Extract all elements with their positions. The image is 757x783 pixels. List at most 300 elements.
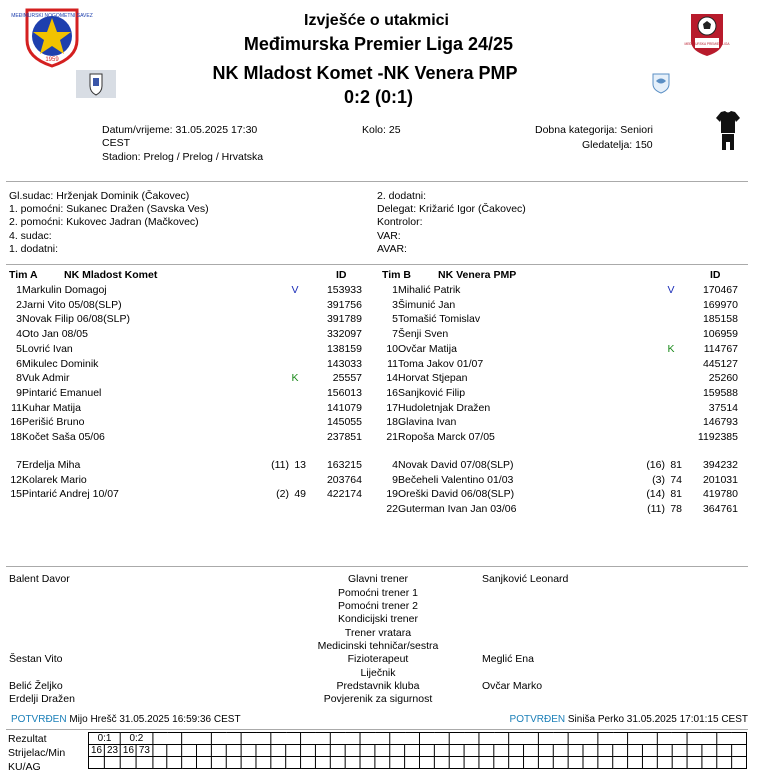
player-row: [378, 358, 748, 371]
player-number: 18: [386, 416, 398, 429]
substituted-player: (16): [646, 459, 665, 471]
player-id: 445127: [702, 357, 738, 370]
scorer-cell: [717, 745, 732, 757]
scorer-cell: [420, 745, 435, 757]
ku-cell: [212, 757, 227, 769]
ku-cell: [182, 757, 197, 769]
ku-cell: [524, 757, 539, 769]
ku-cell: [167, 757, 182, 769]
team-a-id-header: ID: [336, 269, 347, 281]
result-cell: [182, 733, 212, 745]
scorer-cell: [687, 745, 702, 757]
player-name: Mikulec Dominik: [22, 357, 99, 370]
scorer-cell: [509, 745, 524, 757]
match-timezone: CEST: [102, 137, 131, 149]
result-cell: 0:2: [120, 733, 152, 745]
ku-cell: [613, 757, 628, 769]
logo-text: MEĐIMURSKI NOGOMETNI SAVEZ: [11, 13, 93, 19]
away-team-name: NK Venera PMP: [383, 63, 518, 83]
ku-cell: [642, 757, 657, 769]
result-cell: [509, 733, 539, 745]
player-name: Mihalić Patrik: [398, 284, 461, 296]
player-number: 14: [386, 372, 398, 385]
player-number: 7: [392, 328, 398, 341]
player-name: Hudoletnjak Dražen: [398, 401, 491, 414]
team-a-label: Tim A: [9, 269, 38, 281]
divider: [6, 566, 748, 567]
player-number: 11: [387, 357, 398, 370]
result-cell: [331, 733, 361, 745]
player-number: 7: [16, 459, 22, 471]
scorer-cell: [494, 745, 509, 757]
result-cell: [390, 733, 420, 745]
official-entry: Delegat: Križarić Igor (Čakovec): [377, 203, 526, 216]
player-row: [2, 358, 372, 371]
ku-cell: [390, 757, 405, 769]
player-number: 21: [386, 431, 398, 443]
player-id: 163215: [326, 459, 362, 471]
ku-cell: [583, 757, 598, 769]
scorer-cell: [271, 745, 286, 757]
player-name: Tomašić Tomislav: [398, 313, 481, 326]
scorer-cell: [553, 745, 568, 757]
ku-cell: [104, 757, 120, 769]
ku-cell: [732, 757, 747, 769]
team-b-label: Tim B: [382, 269, 411, 281]
player-name: Guterman Ivan Jan 03/06: [398, 503, 517, 516]
age-category: Dobna kategorija: Seniori: [535, 124, 653, 136]
ku-ag-label: KU/AG: [8, 761, 41, 773]
scorer-cell: [197, 745, 212, 757]
player-name: Ropoša Marck 07/05: [398, 431, 495, 443]
player-number: 3: [392, 298, 398, 311]
staff-role: Glavni trener: [347, 573, 409, 585]
ku-cell: [360, 757, 375, 769]
player-number: 19: [386, 488, 398, 501]
player-number: 9: [16, 386, 22, 399]
player-row: [378, 313, 748, 326]
player-number: 9: [392, 473, 398, 486]
player-name: Jarni Vito 05/08(SLP): [22, 298, 122, 311]
ku-cell: [494, 757, 509, 769]
substituted-player: (14): [646, 488, 665, 501]
player-name: Novak David 07/08(SLP): [398, 459, 514, 471]
scorer-cell: [628, 745, 643, 757]
ku-cell: [509, 757, 524, 769]
player-id: 143033: [326, 357, 362, 370]
result-cell: [657, 733, 687, 745]
divider: [6, 729, 748, 730]
player-id: 1192385: [697, 431, 738, 443]
scorer-cell: [405, 745, 420, 757]
result-grid: [88, 732, 747, 769]
result-grid-row: [88, 757, 746, 769]
result-cell: [301, 733, 331, 745]
player-name: Oto Jan 08/05: [22, 328, 88, 341]
result-cell: [212, 733, 242, 745]
result-cell: [360, 733, 390, 745]
player-id: 237851: [326, 431, 362, 443]
ku-cell: [152, 757, 167, 769]
ku-cell: [242, 757, 257, 769]
player-number: 4: [392, 459, 398, 471]
scorer-cell: [464, 745, 479, 757]
scorer-cell: 73: [136, 745, 152, 757]
substituted-player: (11): [271, 459, 289, 471]
result-label: Rezultat: [8, 733, 47, 745]
player-number: 18: [10, 431, 22, 443]
scorer-cell: [167, 745, 182, 757]
substitution-minute: 49: [294, 488, 306, 501]
player-name: Kočet Saša 05/06: [22, 431, 105, 443]
player-id: 170467: [702, 284, 738, 296]
home-confirmed-label: POTVRĐEN: [11, 714, 67, 725]
player-number: 11: [11, 401, 22, 414]
ku-cell: [702, 757, 717, 769]
staff-role: Predstavnik kluba: [336, 680, 420, 692]
substitute-row: [2, 474, 372, 487]
away-physio: Meglić Ena: [482, 653, 534, 665]
scorer-cell: [242, 745, 257, 757]
ku-cell: [687, 757, 702, 769]
player-number: 6: [16, 357, 22, 370]
substitute-row: [378, 474, 748, 487]
substitute-row: [378, 459, 748, 472]
player-name: Oreški David 06/08(SLP): [398, 488, 515, 501]
player-name: Toma Jakov 01/07: [398, 357, 484, 370]
team-b-id-header: ID: [710, 269, 721, 281]
ku-cell: [568, 757, 583, 769]
ku-cell: [598, 757, 613, 769]
staff-role: Kondicijski trener: [338, 613, 418, 625]
ku-cell: [120, 757, 136, 769]
home-confirmation: [11, 713, 241, 726]
player-row: [2, 416, 372, 429]
player-id: 419780: [702, 488, 738, 501]
player-row: [378, 343, 748, 356]
scorer-cell: [286, 745, 301, 757]
player-id: 156013: [326, 386, 362, 399]
player-id: 185158: [702, 313, 738, 326]
ku-cell: [657, 757, 672, 769]
player-name: Kolarek Mario: [22, 473, 87, 486]
ku-cell: [345, 757, 360, 769]
player-row: [378, 387, 748, 400]
official-entry: 4. sudac:: [9, 229, 52, 242]
player-name: Pintarić Emanuel: [22, 386, 102, 399]
player-id: 201031: [702, 473, 738, 486]
home-confirmed-by: Mijo Hrešč 31.05.2025 16:59:36 CEST: [69, 714, 241, 725]
ku-cell: [538, 757, 553, 769]
player-number: 1: [392, 284, 398, 296]
player-number: 5: [16, 342, 22, 355]
result-cell: [598, 733, 628, 745]
match-stadium: Stadion: Prelog / Prelog / Hrvatska: [102, 151, 264, 163]
result-cell: [449, 733, 479, 745]
match-teams: [0, 63, 730, 84]
ku-cell: [672, 757, 687, 769]
player-number: 16: [386, 386, 398, 399]
result-grid-row: [88, 745, 746, 757]
player-name: Vuk Admir: [22, 372, 70, 385]
official-entry: 1. pomoćni: Sukanec Dražen (Savska Ves): [9, 203, 209, 216]
player-row: [378, 284, 748, 297]
player-name: Sanjković Filip: [398, 386, 466, 399]
home-head-coach: Balent Davor: [9, 573, 70, 585]
player-number: 16: [10, 416, 22, 429]
result-cell: [271, 733, 301, 745]
player-row: [378, 328, 748, 341]
player-id: 364761: [702, 503, 738, 516]
player-row: [378, 416, 748, 429]
player-id: 146793: [702, 416, 738, 429]
scorer-cell: 16: [88, 745, 104, 757]
substituted-player: (3): [652, 473, 665, 486]
player-number: 8: [16, 372, 22, 385]
result-cell: [479, 733, 509, 745]
player-number: 2: [16, 298, 22, 311]
player-number: 10: [386, 342, 398, 355]
staff-role: Medicinski tehničar/sestra: [317, 640, 439, 652]
ku-cell: [136, 757, 152, 769]
player-id: 391756: [326, 298, 362, 311]
official-entry: 2. pomoćni: Kukovec Jadran (Mačkovec): [9, 216, 199, 229]
scorer-cell: [613, 745, 628, 757]
official-entry: 2. dodatni:: [377, 190, 427, 202]
ku-cell: [449, 757, 464, 769]
player-number: 12: [10, 473, 22, 486]
player-number: 15: [10, 488, 22, 501]
player-id: 159588: [702, 386, 738, 399]
result-grid-row: [88, 733, 746, 745]
ku-cell: [331, 757, 346, 769]
result-table: [88, 732, 747, 769]
player-id: 25557: [332, 372, 362, 385]
player-row: [378, 299, 748, 312]
team-a-name: NK Mladost Komet: [64, 269, 158, 281]
scorer-cell: 23: [104, 745, 120, 757]
substitute-row: [378, 503, 748, 516]
scorer-cell: [583, 745, 598, 757]
result-cell: [538, 733, 568, 745]
scorer-cell: [345, 745, 360, 757]
player-number: 4: [16, 328, 22, 341]
away-confirmed-by: Siniša Perko 31.05.2025 17:01:15 CEST: [567, 714, 748, 725]
ku-cell: [479, 757, 494, 769]
scorer-cell: [256, 745, 271, 757]
away-confirmation: [510, 713, 748, 726]
player-name: Novak Filip 06/08(SLP): [22, 313, 130, 326]
scorer-cell: [182, 745, 197, 757]
player-row: [2, 372, 372, 385]
ku-cell: [717, 757, 732, 769]
home-physio: Šestan Vito: [9, 653, 63, 665]
substitution-minute: 81: [670, 488, 682, 501]
jersey-icon: [716, 111, 740, 151]
home-team-name: NK Mladost Komet: [212, 63, 373, 83]
player-number: 1: [16, 284, 22, 296]
player-id: 332097: [326, 328, 362, 341]
staff-role: Fizioterapeut: [347, 653, 409, 665]
player-name: Horvat Stjepan: [398, 372, 468, 385]
player-name: Lovrić Ivan: [22, 342, 73, 355]
player-row: [2, 431, 372, 444]
result-cell: [687, 733, 717, 745]
player-row: [2, 387, 372, 400]
player-row: [378, 402, 748, 415]
scorer-cell: [598, 745, 613, 757]
substitute-row: [2, 488, 372, 501]
report-title: Izvješće o utakmici: [304, 12, 449, 29]
away-head-coach: Sanjković Leonard: [482, 573, 569, 585]
scorer-cell: [301, 745, 316, 757]
official-entry: Kontrolor:: [377, 216, 423, 229]
player-id: 169970: [702, 298, 738, 311]
scorer-cell: [672, 745, 687, 757]
player-row: [2, 343, 372, 356]
player-role-mark: K: [291, 372, 299, 385]
official-entry: 1. dodatni:: [9, 242, 59, 255]
player-id: 145055: [326, 416, 362, 429]
ku-cell: [227, 757, 242, 769]
player-id: 114767: [703, 342, 738, 355]
scorer-label: Strijelac/Min: [8, 747, 66, 759]
staff-role: Povjerenik za sigurnost: [323, 693, 433, 705]
scorer-cell: [538, 745, 553, 757]
official-entry: Gl.sudac: Hrženjak Dominik (Čakovec): [9, 190, 190, 202]
result-cell: 0:1: [88, 733, 120, 745]
ku-cell: [286, 757, 301, 769]
scorer-cell: [227, 745, 242, 757]
ku-cell: [628, 757, 643, 769]
player-name: Šenji Sven: [398, 328, 449, 341]
player-row: [2, 299, 372, 312]
player-name: Ovčar Matija: [398, 342, 457, 355]
result-cell: [717, 733, 747, 745]
player-row: [2, 328, 372, 341]
scorer-cell: [702, 745, 717, 757]
scorer-cell: [524, 745, 539, 757]
ku-cell: [316, 757, 331, 769]
player-row: [2, 402, 372, 415]
player-row: [2, 313, 372, 326]
league-logo-text: MEĐIMURSKA PREMIER LIGA: [684, 42, 730, 46]
scorer-cell: [390, 745, 405, 757]
ku-cell: [301, 757, 316, 769]
result-cell: [420, 733, 450, 745]
scorer-cell: [479, 745, 494, 757]
scorer-cell: [568, 745, 583, 757]
substitution-minute: 81: [670, 459, 682, 471]
match-round: Kolo: 25: [362, 124, 401, 136]
substituted-player: (11): [647, 503, 665, 516]
scorer-cell: [212, 745, 227, 757]
player-role-mark: V: [667, 284, 675, 296]
scorer-cell: [657, 745, 672, 757]
ku-cell: [553, 757, 568, 769]
result-cell: [628, 733, 658, 745]
away-club-rep: Ovčar Marko: [482, 680, 543, 692]
substitution-minute: 74: [670, 473, 682, 486]
player-id: 141079: [326, 401, 362, 414]
staff-role: Pomoćni trener 2: [338, 600, 418, 612]
ku-cell: [375, 757, 390, 769]
logo-year: 1959: [45, 57, 59, 63]
match-datetime: Datum/vrijeme: 31.05.2025 17:30: [102, 124, 258, 136]
player-id: 391789: [326, 313, 362, 326]
result-cell: [568, 733, 598, 745]
away-confirmed-label: POTVRĐEN: [509, 714, 566, 725]
official-entry: VAR:: [377, 229, 401, 242]
staff-role: Pomoćni trener 1: [338, 587, 418, 599]
player-id: 25260: [708, 372, 738, 385]
result-cell: [152, 733, 182, 745]
league-title: Međimurska Premier Liga 24/25: [243, 34, 514, 54]
match-score: 0:2 (0:1): [343, 87, 414, 107]
player-id: 106959: [702, 328, 738, 341]
result-cell: [242, 733, 272, 745]
player-id: 37514: [708, 401, 738, 414]
player-id: 138159: [326, 342, 362, 355]
ku-cell: [435, 757, 450, 769]
scorer-cell: [375, 745, 390, 757]
scorer-cell: [331, 745, 346, 757]
player-name: Glavina Ivan: [398, 416, 457, 429]
scorer-cell: [732, 745, 747, 757]
player-name: Šimunić Jan: [398, 298, 456, 311]
player-name: Pintarić Andrej 10/07: [22, 488, 119, 501]
ku-cell: [405, 757, 420, 769]
ku-cell: [197, 757, 212, 769]
player-row: [2, 284, 372, 297]
player-role-mark: K: [667, 342, 675, 355]
scorer-cell: [449, 745, 464, 757]
scorer-cell: [316, 745, 331, 757]
player-name: Kuhar Matija: [22, 401, 81, 414]
player-name: Erdelja Miha: [22, 459, 81, 471]
scorer-cell: [360, 745, 375, 757]
staff-role: Liječnik: [360, 667, 396, 679]
player-name: Markulin Domagoj: [22, 284, 107, 296]
player-number: 3: [16, 313, 22, 326]
ku-cell: [88, 757, 104, 769]
player-number: 22: [386, 503, 398, 516]
ku-cell: [464, 757, 479, 769]
team-b-name: NK Venera PMP: [438, 269, 517, 281]
staff-role: Trener vratara: [344, 627, 412, 639]
substitution-minute: 78: [670, 503, 682, 516]
ku-cell: [420, 757, 435, 769]
player-name: Bečeheli Valentino 01/03: [398, 473, 514, 486]
player-id: 203764: [326, 473, 362, 486]
substitute-row: [378, 488, 748, 501]
player-number: 17: [386, 401, 398, 414]
scorer-cell: [642, 745, 657, 757]
player-row: [378, 431, 748, 444]
divider: [6, 264, 748, 265]
team-separator: -: [377, 63, 384, 83]
ku-cell: [271, 757, 286, 769]
divider: [6, 181, 748, 182]
substitute-row: [2, 459, 372, 472]
player-row: [378, 372, 748, 385]
scorer-cell: 16: [120, 745, 136, 757]
substituted-player: (2): [276, 488, 289, 501]
official-entry: AVAR:: [377, 242, 407, 255]
substitution-minute: 13: [294, 459, 306, 471]
player-name: Perišić Bruno: [22, 416, 85, 429]
player-role-mark: V: [291, 284, 299, 296]
